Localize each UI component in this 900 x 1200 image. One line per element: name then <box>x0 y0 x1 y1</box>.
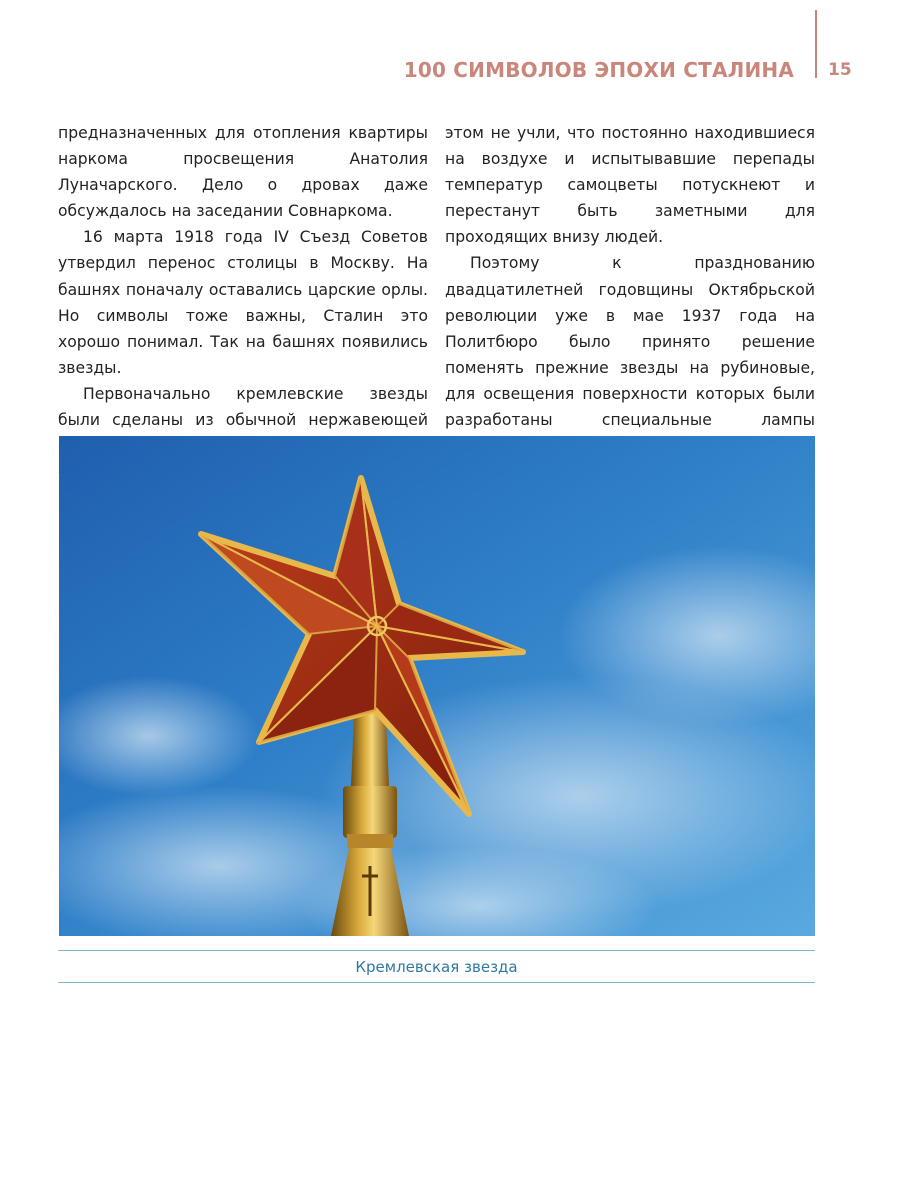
header-divider <box>815 10 817 78</box>
running-header-title: 100 СИМВОЛОВ ЭПОХИ СТАЛИНА <box>403 58 794 82</box>
page-number: 15 <box>828 60 852 80</box>
caption-rule-bottom <box>58 982 815 983</box>
kremlin-star-photo <box>59 436 815 936</box>
left-paragraph-1: предназначенных для отопления квартиры наркома просвещения Анатолия Луначарского. Дело о дровах даже обсуждалось на заседании Совнаркома. <box>58 124 428 221</box>
left-paragraph-2: 16 марта 1918 года IV Съезд Советов утвердил перенос столицы в Москву. На башнях поначалу оставались царские орлы. Но символы тоже важны, Сталин это хорошо понимал. Так на башнях появились звезды. <box>58 228 428 377</box>
caption-rule-top <box>58 950 815 951</box>
right-paragraph-2: Поэтому к празднованию двадцатилетней годовщины Октябрьской революции уже в мае 1937 года на Политбюро было принято решение поменять прежние звезды на рубиновые, для освещения поверхности которых были разработаны специальные лампы <box>445 254 815 430</box>
left-paragraph-3: Первоначально кремлевские звезды были сделаны из обычной нержавеющей <box>58 384 428 430</box>
figure-caption: Кремлевская звезда <box>355 958 518 976</box>
right-paragraph-1: этом не учли, что постоянно находившиеся на воздухе и испытывавшие перепады температур самоцветы потускнеют и перестанут быть заметными для проходящих внизу людей. <box>445 124 815 247</box>
